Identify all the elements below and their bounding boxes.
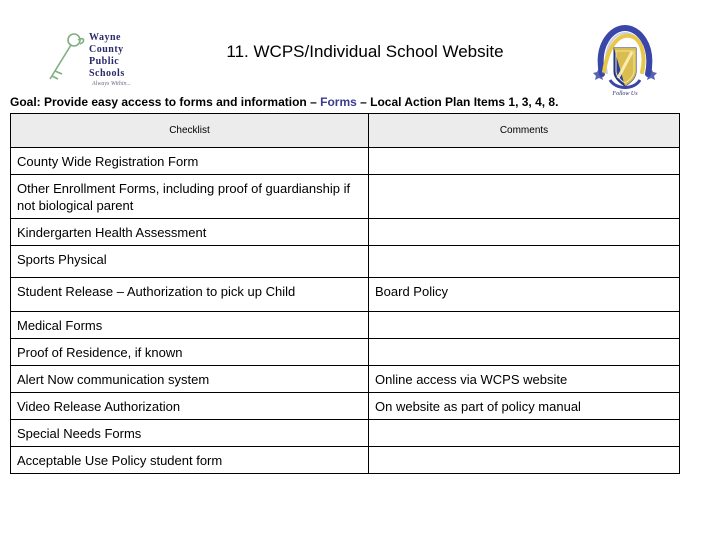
table-row (11, 420, 680, 447)
svg-text:Wayne: Wayne (89, 32, 121, 43)
cell-comments (369, 175, 680, 219)
cell-checklist: Other Enrollment Forms, including proof of guardianship if not biological parent (11, 175, 369, 219)
page-title: 11. WCPS/Individual School Website (226, 42, 504, 61)
table-row (11, 219, 680, 246)
cell-checklist: Sports Physical (11, 246, 369, 278)
svg-text:County: County (89, 44, 124, 55)
checklist-table (10, 113, 680, 474)
cell-comments (369, 339, 680, 366)
svg-text:Always Within...: Always Within... (92, 81, 131, 87)
cell-checklist: County Wide Registration Form (11, 148, 369, 175)
cell-comments (369, 246, 680, 278)
cell-comments (369, 447, 680, 474)
cell-checklist: Proof of Residence, if known (11, 339, 369, 366)
forms-link[interactable]: Forms (320, 95, 357, 109)
table-row (11, 339, 680, 366)
cell-checklist: Student Release – Authorization to pick up Child (11, 278, 369, 312)
svg-text:Public: Public (89, 56, 120, 67)
cell-comments (369, 148, 680, 175)
table-body (11, 148, 680, 474)
cell-comments: Board Policy (369, 278, 680, 312)
goal-suffix: – Local Action Plan Items 1, 3, 4, 8. (356, 95, 559, 109)
table-row (11, 312, 680, 339)
cell-comments: On website as part of policy manual (369, 393, 680, 420)
table-row (11, 246, 680, 278)
column-header-checklist: Checklist (11, 114, 369, 148)
table-row (11, 175, 680, 219)
table-row (11, 278, 680, 312)
cell-checklist: Kindergarten Health Assessment (11, 219, 369, 246)
cell-checklist: Medical Forms (11, 312, 369, 339)
cell-comments (369, 312, 680, 339)
goal-statement (10, 95, 710, 109)
svg-text:Follow Us: Follow Us (612, 91, 638, 97)
column-header-comments: Comments (369, 114, 680, 148)
school-crest-logo (592, 22, 658, 98)
slide-header (0, 22, 720, 97)
cell-comments (369, 219, 680, 246)
table-row (11, 447, 680, 474)
table-header-row (11, 114, 680, 148)
wayne-county-public-schools-logo (40, 27, 150, 89)
table-row (11, 366, 680, 393)
table-row (11, 148, 680, 175)
cell-checklist: Alert Now communication system (11, 366, 369, 393)
table-row (11, 393, 680, 420)
cell-checklist: Acceptable Use Policy student form (11, 447, 369, 474)
cell-comments (369, 420, 680, 447)
cell-checklist: Video Release Authorization (11, 393, 369, 420)
svg-text:Schools: Schools (89, 68, 125, 79)
cell-checklist: Special Needs Forms (11, 420, 369, 447)
goal-prefix: Goal: Provide easy access to forms and information – (10, 95, 321, 109)
cell-comments: Online access via WCPS website (369, 366, 680, 393)
